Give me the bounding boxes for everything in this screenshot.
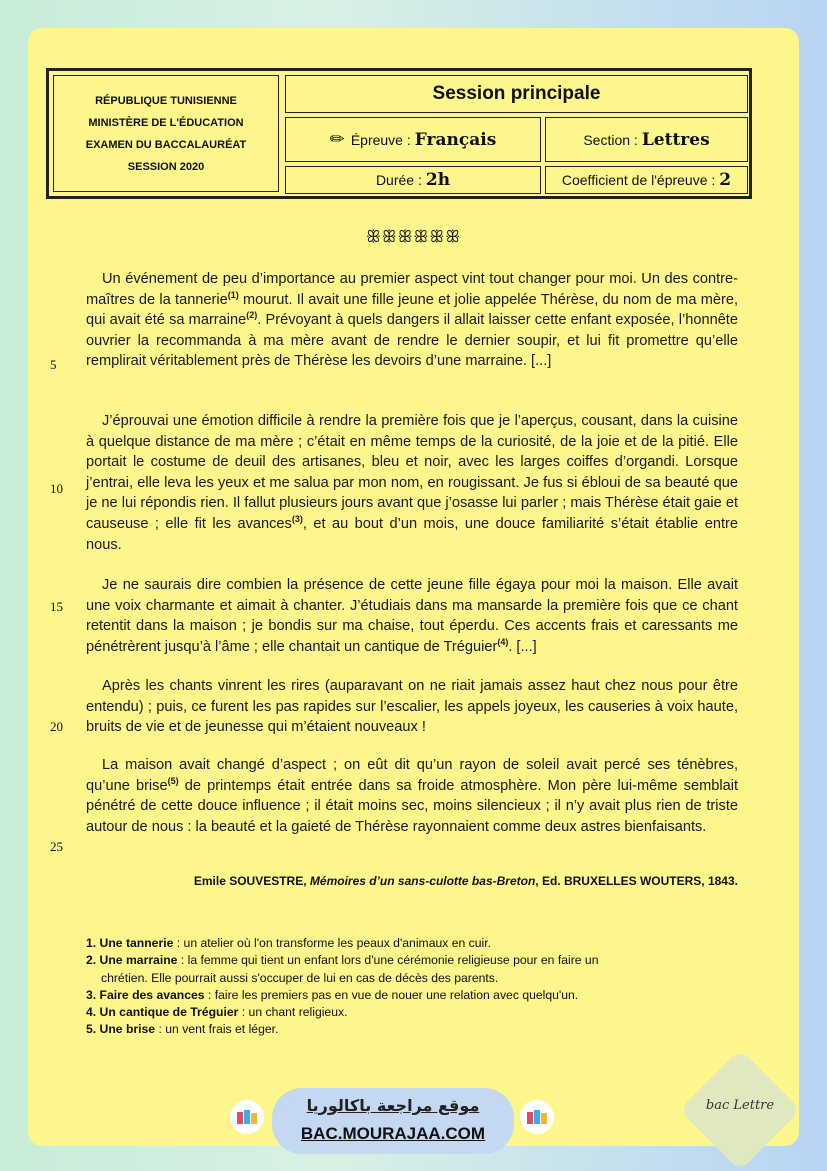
institution-line: RÉPUBLIQUE TUNISIENNE bbox=[95, 94, 237, 107]
paragraph-2: J’éprouvai une émotion difficile à rendre la première fois que je l’aperçus, cousant, dans la cuisine à quelque distance de ma mère ; c’était en même temps de la curiosité, de la joie et de la pitié. Elle portait le costume de deuil des artisanes, bleu et noir, avec les larges coiffes d’organdi. Lorsque j’entrai, elle leva les yeux et me salua par mon nom, en rougissant. Je fus si ébloui de sa beauté que je ne lui répondis rien. Il fallut plusieurs jours avant que j’osasse lui parler ; mais Thérèse était gaie et causeuse ; elle fit les avances$^{(3)}$, et au bout d’un mois, une douce familiarité s’était établie entre nous. bbox=[86, 413, 738, 553]
institution-block bbox=[53, 75, 279, 192]
duree-label: Durée : bbox=[375, 172, 422, 188]
section-label: Section : bbox=[583, 131, 638, 148]
bac-lettre-badge-text: bac Lettre bbox=[705, 1098, 775, 1113]
epreuve-label: Épreuve : bbox=[350, 131, 411, 148]
duree-value: 2h bbox=[425, 170, 451, 190]
paragraph-1: Un événement de peu d’importance au premier aspect vint tout changer pour moi. Un des contre-maîtres de la tannerie$^{(1)}$ mourut. Il avait une fille jeune et jolie appelée Thérèse, du nom de ma mère, qui avait été sa marraine$^{(2)}$. Prévoyant à quels dangers il allait laisser cette enfant exposée, l’honnête ouvrier la recommanda à ma mère avant de rendre le dernier soupir, et lui fit promettre qu’elle remplirait véritablement près de Thérèse les devoirs d’une marraine. [...] bbox=[86, 271, 739, 370]
footnote-item: 5. Une brise : un vent frais et léger. bbox=[86, 1022, 279, 1037]
line-number: 25 bbox=[50, 839, 63, 854]
institution-line: EXAMEN DU BACCALAURÉAT bbox=[85, 138, 247, 151]
epreuve-value: Français bbox=[414, 129, 497, 150]
site-banner[interactable] bbox=[272, 1088, 514, 1154]
pencil-icon: ✏ bbox=[329, 129, 345, 149]
paragraph-5: La maison avait changé d’aspect ; on eût dit qu’un rayon de soleil avait percé ses ténèbres, qu’une brise$^{(5)}$ de printemps était entrée dans sa froide atmosphère. Mon père lui-même semblait pénétré de cette douce influence ; il était moins sec, moins silencieux ; il n’y avait plus rien de triste autour de nous : la beauté et la gaieté de Thérèse rayonnaient comme deux astres bienfaisants. bbox=[86, 757, 739, 835]
footnote-item: 2. Une marraine : la femme qui tient un enfant lors d'une cérémonie religieuse pour en faire un bbox=[86, 953, 599, 968]
paragraph-4: Après les chants vinrent les rires (auparavant on ne riait jamais assez haut chez nous pour être entendu) ; puis, ce furent les pas rapides sur l’escalier, les appels joyeux, les causeries à voix haute, bruits de vie et de jeunesse qui m’étaient nouveaux ! bbox=[86, 678, 738, 736]
source-citation: Emile SOUVESTRE, Mémoires d’un sans-culotte bas-Breton, Ed. BRUXELLES WOUTERS, 1843. bbox=[193, 874, 738, 888]
footnote-continuation: chrétien. Elle pourrait aussi s'occuper de lui en cas de décès des parents. bbox=[101, 970, 499, 985]
line-number: 5 bbox=[50, 357, 57, 372]
banner-arabic-title: موقع مراجعة باكالوريا bbox=[306, 1096, 480, 1115]
footnote-item: 3. Faire des avances : faire les premiers pas en vue de nouer une relation avec quelqu'un. bbox=[86, 987, 579, 1002]
coefficient-value: 2 bbox=[719, 170, 732, 190]
books-logo-icon bbox=[520, 1100, 554, 1134]
paragraph-3: Je ne saurais dire combien la présence de cette jeune fille égaya pour moi la maison. Elle avait une voix charmante et aimait à chanter. J’étudiais dans ma mansarde la première fois que ce chant retentit dans la maison ; je bondis sur ma chaise, tout éperdu. Ces accents frais et caressants me pénétrèrent jusqu’à l’âme ; elle chantait un cantique de Tréguier$^{(4)}$. [...] bbox=[86, 577, 738, 655]
books-logo-icon bbox=[230, 1100, 264, 1134]
institution-line: MINISTÈRE DE L'ÉDUCATION bbox=[88, 116, 244, 129]
footnotes bbox=[86, 935, 726, 1039]
footnote-item: 1. Une tannerie : un atelier où l'on transforme les peaux d'animaux en cuir. bbox=[86, 936, 492, 950]
institution-line: SESSION 2020 bbox=[127, 160, 205, 173]
coefficient-cell bbox=[545, 166, 748, 194]
footnote-item: 4. Un cantique de Tréguier : un chant religieux. bbox=[86, 1005, 348, 1020]
line-number: 10 bbox=[50, 481, 63, 496]
line-number: 15 bbox=[50, 599, 63, 614]
exam-header bbox=[46, 68, 752, 199]
banner-url-link[interactable]: BAC.MOURAJAA.COM bbox=[300, 1124, 486, 1143]
ornament-divider: ꕥꕥꕥꕥꕥꕥ bbox=[365, 227, 462, 246]
coefficient-label: Coefficient de l'épreuve : bbox=[561, 172, 716, 188]
section-value: Lettres bbox=[641, 129, 710, 150]
duree-cell bbox=[285, 166, 541, 194]
section-cell bbox=[545, 117, 748, 162]
line-number: 20 bbox=[50, 719, 63, 734]
session-title: Session principale bbox=[285, 75, 748, 113]
epreuve-cell bbox=[285, 117, 541, 162]
